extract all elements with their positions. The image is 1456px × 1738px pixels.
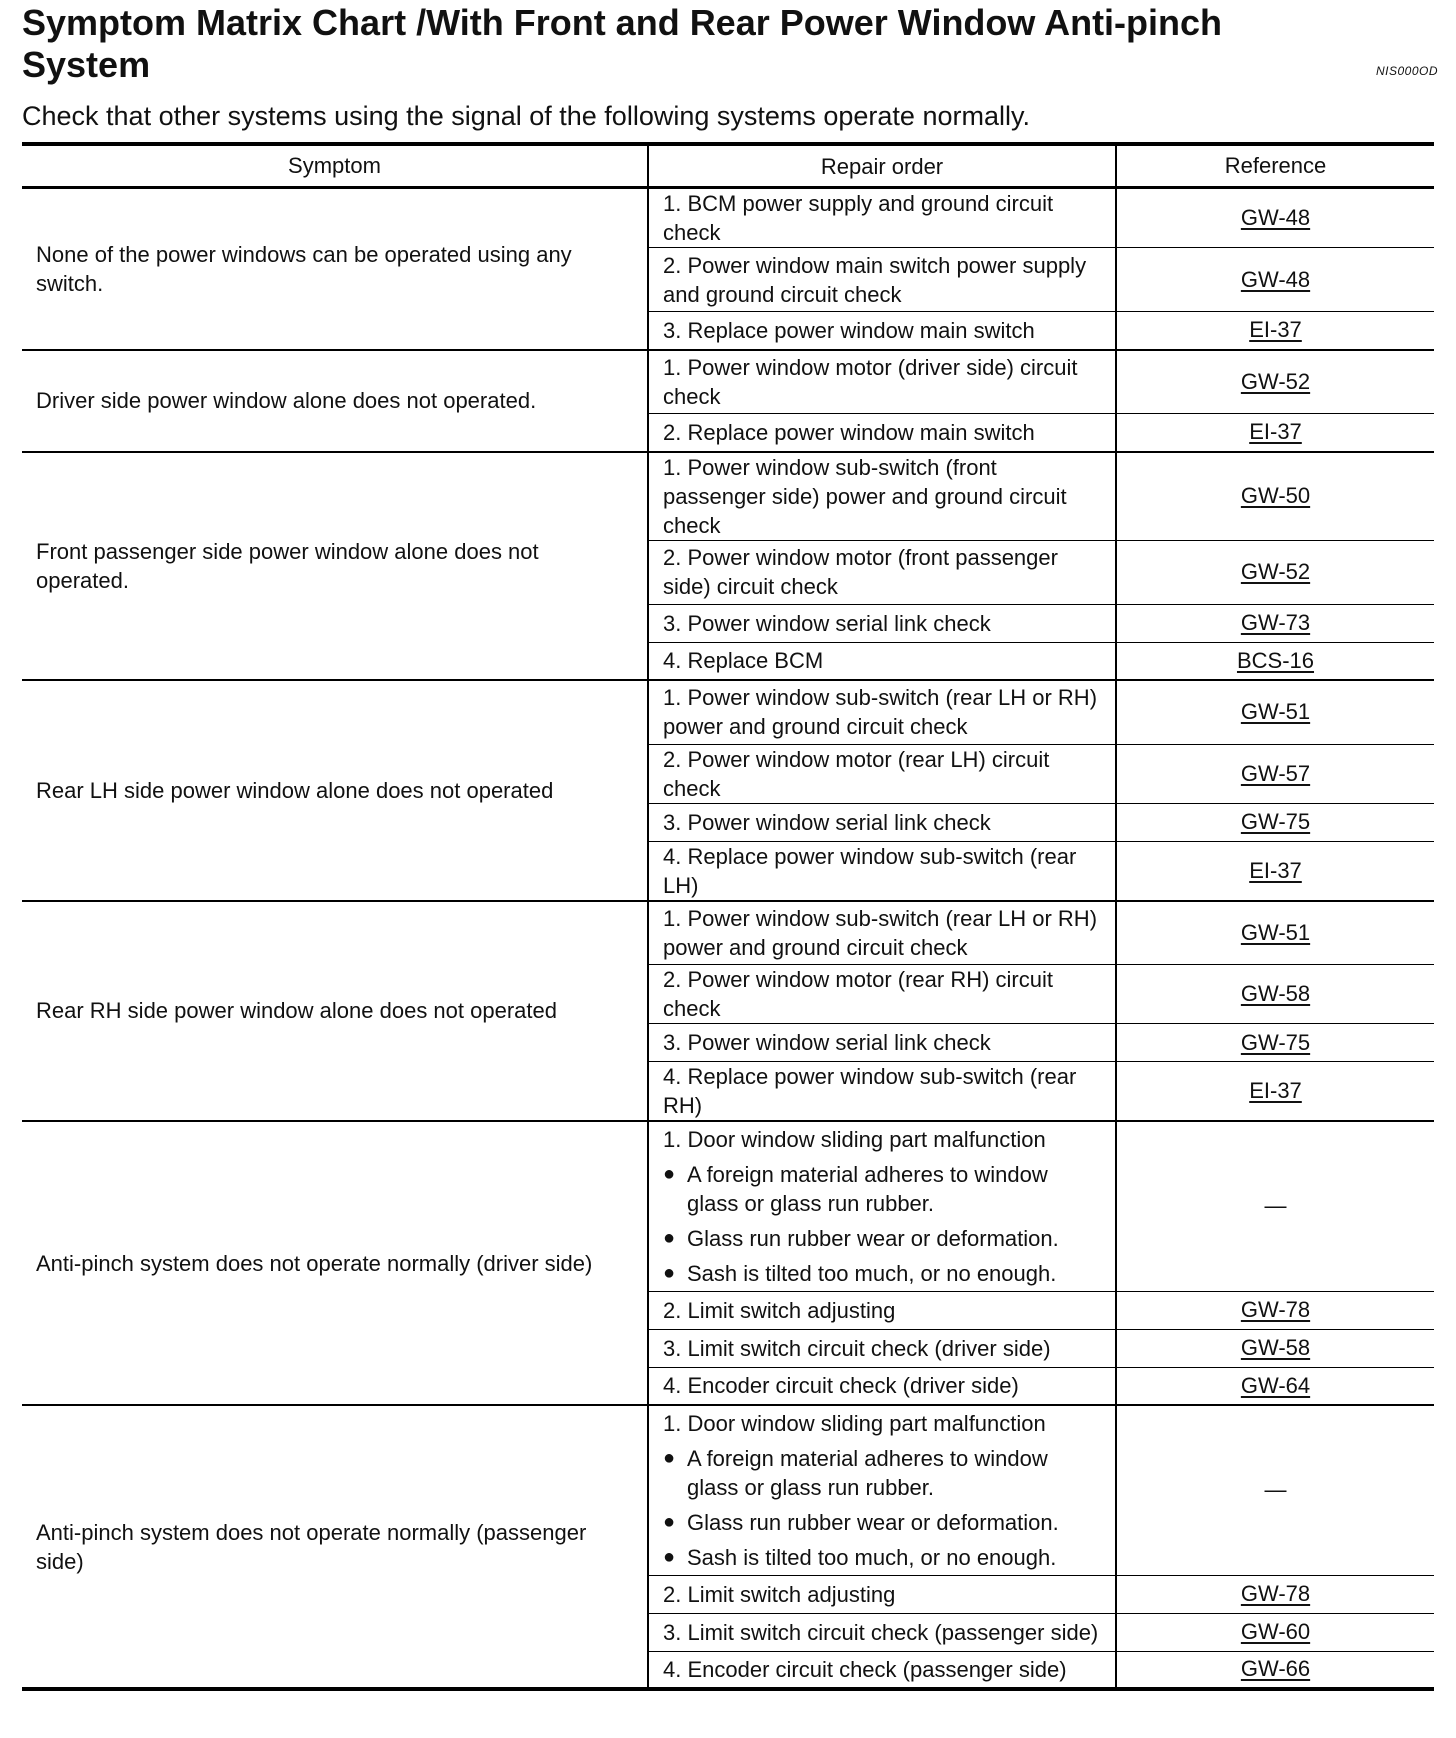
repair-step-text: 1. Power window sub-switch (front passenger side) power and ground circuit check: [663, 454, 1067, 538]
repair-step-cell: [648, 452, 1116, 541]
reference-cell: [1116, 680, 1434, 744]
bullet-dot-icon: ●: [663, 1261, 676, 1284]
reference-link[interactable]: GW-52: [1240, 368, 1311, 394]
repair-step-text: 2. Power window motor (rear LH) circuit check: [663, 746, 1050, 801]
table-header-row: [22, 144, 1434, 188]
repair-step-cell: [648, 1651, 1116, 1689]
bullet-dot-icon: ●: [663, 1545, 676, 1568]
repair-step-cell: [648, 803, 1116, 841]
reference-link[interactable]: GW-78: [1240, 1581, 1311, 1606]
repair-step-cell: [648, 680, 1116, 744]
bullet-item: [663, 1160, 1101, 1218]
reference-cell: [1116, 188, 1434, 248]
repair-step-text: 1. Door window sliding part malfunction: [663, 1410, 1046, 1436]
repair-step-text: 1. Power window motor (driver side) circuit check: [663, 354, 1078, 409]
header-repair-order: Repair order: [648, 144, 1116, 188]
repair-step-cell: [648, 248, 1116, 312]
reference-link[interactable]: GW-57: [1240, 760, 1311, 786]
table-row: [22, 452, 1434, 541]
bullet-dot-icon: ●: [663, 1226, 676, 1249]
repair-step-text: 2. Limit switch adjusting: [663, 1581, 896, 1607]
repair-step-cell: [648, 312, 1116, 350]
repair-step-text: 2. Power window motor (front passenger side) circuit check: [663, 545, 1058, 599]
table-row: [22, 188, 1434, 248]
repair-step-cell: [648, 1329, 1116, 1367]
reference-link[interactable]: GW-78: [1240, 1297, 1311, 1322]
repair-step-cell: [648, 1575, 1116, 1613]
table-row: [22, 1121, 1434, 1291]
table-row: [22, 350, 1434, 414]
reference-link[interactable]: BCS-16: [1236, 647, 1315, 673]
page-title: Symptom Matrix Chart /With Front and Rear Power Window Anti-pinch System: [22, 2, 1223, 85]
reference-cell: [1116, 248, 1434, 312]
intro-text: Check that other systems using the signal of the following systems operate normally.: [22, 101, 1030, 131]
reference-link[interactable]: EI-37: [1249, 317, 1302, 343]
repair-step-text: 3. Replace power window main switch: [663, 317, 1035, 343]
reference-link[interactable]: GW-58: [1240, 981, 1311, 1006]
reference-cell: [1116, 312, 1434, 350]
bullet-dot-icon: ●: [663, 1162, 676, 1185]
reference-cell: [1116, 1062, 1434, 1122]
bullet-dot-icon: ●: [663, 1446, 676, 1469]
table-row: [22, 901, 1434, 965]
reference-link[interactable]: GW-51: [1240, 919, 1311, 945]
symptom-cell: Anti-pinch system does not operate normally (passenger side): [22, 1405, 648, 1689]
repair-step-text: 3. Power window serial link check: [663, 610, 991, 636]
repair-step-cell: [648, 901, 1116, 965]
bullet-text: Glass run rubber wear or deformation.: [687, 1509, 1059, 1535]
reference-cell: [1116, 901, 1434, 965]
reference-cell: [1116, 1405, 1434, 1575]
repair-step-text: 2. Power window motor (rear RH) circuit check: [663, 967, 1053, 1021]
repair-step-cell: [648, 188, 1116, 248]
repair-step-cell: [648, 1291, 1116, 1329]
reference-dash: —: [1264, 1193, 1287, 1219]
reference-cell: [1116, 1121, 1434, 1291]
reference-link[interactable]: GW-50: [1240, 483, 1311, 508]
repair-step-cell: [648, 604, 1116, 642]
repair-step-text: 3. Power window serial link check: [663, 1030, 991, 1055]
reference-link[interactable]: GW-60: [1240, 1619, 1311, 1644]
symptom-matrix-table: [22, 142, 1434, 1691]
reference-cell: [1116, 1329, 1434, 1367]
reference-cell: [1116, 414, 1434, 452]
bullet-text: A foreign material adheres to window glass or glass run rubber.: [687, 1445, 1048, 1500]
bullet-dot-icon: ●: [663, 1510, 676, 1533]
repair-step-cell: [648, 1062, 1116, 1122]
repair-step-cell: [648, 350, 1116, 414]
reference-link[interactable]: GW-75: [1240, 1029, 1311, 1055]
repair-step-text: 4. Replace power window sub-switch (rear RH): [663, 1064, 1077, 1118]
repair-step-cell: [648, 1024, 1116, 1062]
document-code: NIS000OD: [1375, 64, 1438, 78]
table-row: [22, 680, 1434, 744]
reference-cell: [1116, 1651, 1434, 1689]
repair-step-text: 1. Power window sub-switch (rear LH or RH) power and ground circuit check: [663, 905, 1098, 960]
reference-link[interactable]: GW-66: [1240, 1656, 1311, 1682]
reference-cell: [1116, 1291, 1434, 1329]
repair-step-cell: [648, 1121, 1116, 1291]
symptom-cell: Driver side power window alone does not operated.: [22, 350, 648, 452]
repair-step-cell: [648, 642, 1116, 680]
bullet-item: [663, 1224, 1101, 1253]
reference-dash: —: [1264, 1477, 1287, 1503]
repair-step-cell: [648, 744, 1116, 803]
reference-link[interactable]: EI-37: [1249, 419, 1302, 445]
repair-step-text: 1. Power window sub-switch (rear LH or RH) power and ground circuit check: [663, 685, 1098, 740]
reference-cell: [1116, 803, 1434, 841]
reference-cell: [1116, 604, 1434, 642]
symptom-cell: Front passenger side power window alone does not operated.: [22, 452, 648, 681]
repair-step-cell: [648, 414, 1116, 452]
reference-cell: [1116, 841, 1434, 901]
bullet-item: [663, 1259, 1101, 1288]
table-body: [22, 188, 1434, 1690]
symptom-cell: Anti-pinch system does not operate normally (driver side): [22, 1121, 648, 1405]
repair-step-text: 4. Replace power window sub-switch (rear LH): [663, 843, 1077, 898]
reference-cell: [1116, 1575, 1434, 1613]
reference-cell: [1116, 1367, 1434, 1405]
repair-step-text: 4. Encoder circuit check (passenger side): [663, 1656, 1067, 1682]
bullet-text: A foreign material adheres to window glass or glass run rubber.: [687, 1161, 1048, 1216]
bullet-item: [663, 1508, 1101, 1537]
reference-link[interactable]: GW-48: [1240, 205, 1311, 230]
bullet-item: [663, 1543, 1101, 1572]
repair-step-text: 1. Door window sliding part malfunction: [663, 1126, 1046, 1152]
repair-step-cell: [648, 1405, 1116, 1575]
reference-link[interactable]: EI-37: [1249, 1078, 1302, 1103]
repair-step-text: 3. Limit switch circuit check (driver side): [663, 1335, 1051, 1361]
reference-link[interactable]: GW-73: [1240, 610, 1311, 635]
bullet-item: [663, 1444, 1101, 1502]
repair-step-text: 4. Encoder circuit check (driver side): [663, 1373, 1019, 1399]
header-reference: Reference: [1116, 144, 1434, 188]
reference-cell: [1116, 744, 1434, 803]
reference-link[interactable]: EI-37: [1249, 857, 1302, 883]
bullet-text: Sash is tilted too much, or no enough.: [687, 1260, 1057, 1286]
repair-step-text: 2. Limit switch adjusting: [663, 1297, 896, 1323]
symptom-cell: Rear LH side power window alone does not operated: [22, 680, 648, 901]
reference-cell: [1116, 452, 1434, 541]
repair-step-cell: [648, 540, 1116, 604]
repair-step-cell: [648, 1613, 1116, 1651]
reference-cell: [1116, 540, 1434, 604]
table-row: [22, 1405, 1434, 1575]
reference-link[interactable]: GW-75: [1240, 809, 1311, 834]
repair-step-text: 3. Limit switch circuit check (passenger side): [663, 1619, 1099, 1645]
reference-cell: [1116, 1613, 1434, 1651]
reference-cell: [1116, 965, 1434, 1024]
bullet-text: Sash is tilted too much, or no enough.: [687, 1544, 1057, 1570]
repair-step-cell: [648, 841, 1116, 901]
symptom-cell: Rear RH side power window alone does not operated: [22, 901, 648, 1122]
reference-cell: [1116, 350, 1434, 414]
repair-step-text: 1. BCM power supply and ground circuit check: [663, 191, 1054, 245]
reference-link[interactable]: GW-58: [1240, 1335, 1311, 1360]
bullet-text: Glass run rubber wear or deformation.: [687, 1225, 1059, 1251]
reference-cell: [1116, 642, 1434, 680]
repair-step-text: 2. Replace power window main switch: [663, 419, 1035, 445]
reference-link[interactable]: GW-51: [1240, 699, 1311, 725]
reference-link[interactable]: GW-64: [1240, 1372, 1311, 1398]
header-symptom: Symptom: [22, 144, 648, 188]
repair-step-cell: [648, 965, 1116, 1024]
repair-step-text: 4. Replace BCM: [663, 648, 824, 674]
repair-step-text: 2. Power window main switch power supply and ground circuit check: [663, 252, 1087, 307]
reference-link[interactable]: GW-48: [1240, 266, 1311, 292]
repair-step-text: 3. Power window serial link check: [663, 809, 991, 835]
symptom-cell: None of the power windows can be operated using any switch.: [22, 188, 648, 350]
reference-cell: [1116, 1024, 1434, 1062]
repair-step-cell: [648, 1367, 1116, 1405]
reference-link[interactable]: GW-52: [1240, 559, 1311, 584]
